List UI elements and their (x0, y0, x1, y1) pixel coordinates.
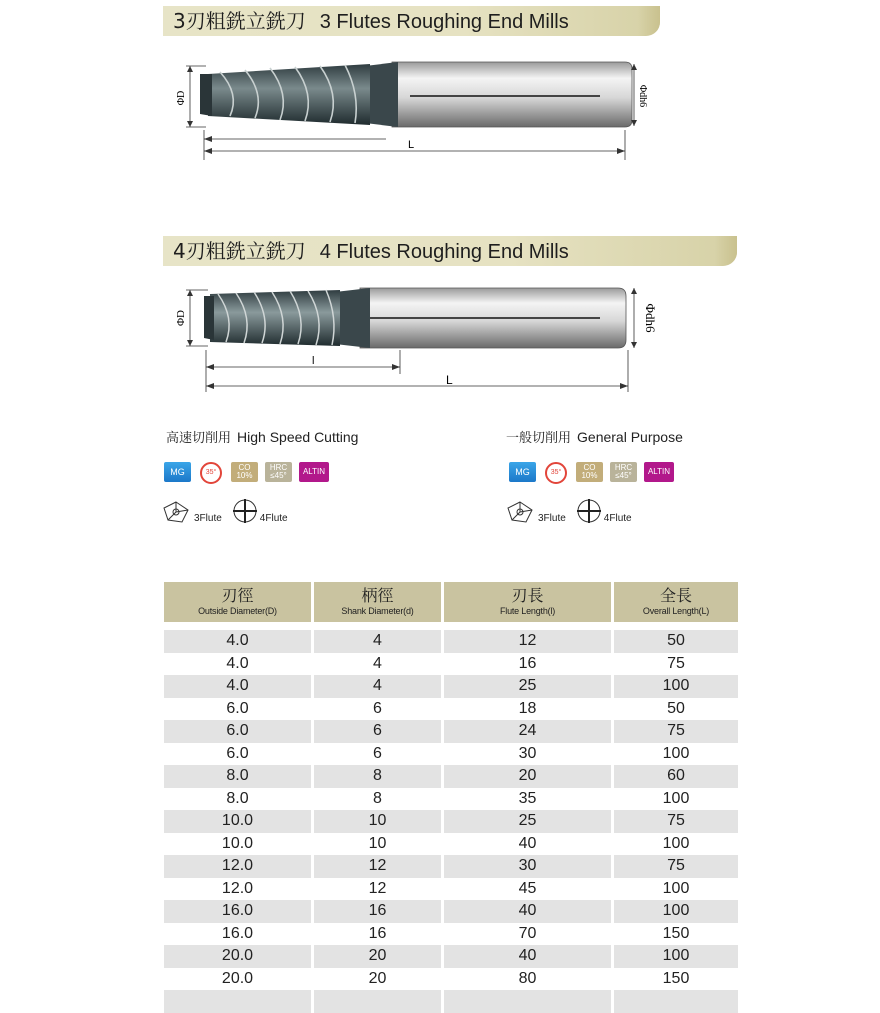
table-header-row (164, 582, 738, 622)
table-row (164, 833, 738, 856)
three-flute-label: 3Flute (194, 513, 222, 524)
table-row (164, 743, 738, 766)
table-cell: 12.0 (164, 855, 314, 878)
cobalt-icon: CO 10% (231, 462, 258, 482)
section-title-cn: 4刃粗銑立銑刀 (173, 239, 306, 263)
three-flute-label: 3Flute (538, 513, 566, 524)
table-cell: 150 (614, 923, 738, 946)
table-row (164, 855, 738, 878)
table-cell: 16.0 (164, 923, 314, 946)
table-cell: 16 (314, 900, 444, 923)
table-cell: 25 (444, 810, 614, 833)
dim-overall-length-label: L (408, 139, 415, 151)
table-cell: 8.0 (164, 765, 314, 788)
usage-label-high-speed (166, 427, 358, 446)
table-cell: 16 (314, 923, 444, 946)
table-row (164, 968, 738, 991)
table-cell: 4.0 (164, 675, 314, 698)
table-row (164, 765, 738, 788)
table-cell: 150 (614, 968, 738, 991)
table-cell: 20 (444, 765, 614, 788)
header-flute-length: 刃長 Flute Length(l) (444, 582, 614, 622)
table-cell: 40 (444, 945, 614, 968)
table-cell: 12.0 (164, 878, 314, 901)
table-cell: 30 (444, 743, 614, 766)
helix-angle-icon: 35° (545, 462, 567, 484)
table-row (164, 675, 738, 698)
section-title-cn: 3刃粗銑立銑刀 (173, 9, 306, 33)
table-cell: 40 (444, 833, 614, 856)
usage-label-en: General Purpose (577, 429, 683, 445)
table-row (164, 698, 738, 721)
table-cell: 8 (314, 765, 444, 788)
mg-icon: MG (164, 462, 191, 482)
section-title-en: 4 Flutes Roughing End Mills (319, 241, 569, 263)
table-row (164, 945, 738, 968)
three-flute-icon (160, 498, 192, 524)
dim-d-label: ΦD (175, 310, 187, 326)
material-icons-high-speed (164, 462, 329, 484)
header-outside-diameter: 刃徑 Outside Diameter(D) (164, 582, 314, 622)
table-cell: 6.0 (164, 743, 314, 766)
header-shank-diameter: 柄徑 Shank Diameter(d) (314, 582, 444, 622)
header-overall-length: 全長 Overall Length(L) (614, 582, 738, 622)
hrc-icon: HRC ≤45° (265, 462, 292, 482)
table-cell: 10 (314, 833, 444, 856)
section-title-4-flutes (163, 236, 737, 266)
table-cell: 18 (444, 698, 614, 721)
four-flute-icon (576, 498, 602, 524)
table-cell: 6.0 (164, 698, 314, 721)
material-icons-general-purpose (509, 462, 674, 484)
table-cell: 30 (444, 855, 614, 878)
table-cell: 12 (444, 630, 614, 653)
table-cell: 4 (314, 653, 444, 676)
table-cell: 10 (314, 810, 444, 833)
table-cell: 20 (314, 968, 444, 991)
table-cell (614, 990, 738, 1013)
dim-dh6-label: Φdh6 (643, 303, 658, 333)
dim-overall-length-label: L (446, 373, 453, 387)
table-cell: 100 (614, 945, 738, 968)
table-cell: 100 (614, 788, 738, 811)
usage-label-en: High Speed Cutting (237, 429, 359, 445)
table-cell: 75 (614, 720, 738, 743)
dim-d-label: ΦD (176, 90, 187, 106)
table-cell (164, 990, 314, 1013)
table-cell: 100 (614, 743, 738, 766)
dim-flute-length-label: l (312, 355, 315, 367)
table-cell: 35 (444, 788, 614, 811)
table-row-partial (164, 990, 738, 1013)
dim-dh6-label: Φdh6 (637, 84, 648, 108)
table-row (164, 923, 738, 946)
table-cell: 20.0 (164, 968, 314, 991)
table-cell: 100 (614, 833, 738, 856)
section-title-3-flutes (163, 6, 660, 36)
table-cell: 6.0 (164, 720, 314, 743)
cobalt-icon: CO 10% (576, 462, 603, 482)
table-cell: 4 (314, 675, 444, 698)
hrc-icon: HRC ≤45° (610, 462, 637, 482)
usage-label-cn: 高速切削用 (166, 431, 232, 446)
four-flute-icon (232, 498, 258, 524)
usage-label-cn: 一般切削用 (506, 431, 572, 446)
table-row (164, 878, 738, 901)
end-mill-4-flute-drawing (160, 278, 680, 394)
table-cell: 6 (314, 743, 444, 766)
table-cell: 70 (444, 923, 614, 946)
table-cell: 16.0 (164, 900, 314, 923)
flute-types-high-speed (160, 498, 288, 524)
altin-coating-icon: ALTIN (299, 462, 329, 482)
four-flute-label: 4Flute (603, 513, 632, 524)
table-cell: 24 (444, 720, 614, 743)
table-cell: 12 (314, 855, 444, 878)
table-cell: 8.0 (164, 788, 314, 811)
table-cell: 50 (614, 630, 738, 653)
spec-table (164, 582, 738, 1013)
table-cell: 20.0 (164, 945, 314, 968)
table-cell: 75 (614, 855, 738, 878)
table-row (164, 630, 738, 653)
table-cell: 10.0 (164, 833, 314, 856)
table-cell: 20 (314, 945, 444, 968)
table-cell: 45 (444, 878, 614, 901)
section-title-en: 3 Flutes Roughing End Mills (319, 11, 569, 33)
table-cell: 80 (444, 968, 614, 991)
table-cell: 75 (614, 810, 738, 833)
four-flute-label: 4Flute (259, 513, 288, 524)
table-cell: 4.0 (164, 630, 314, 653)
table-cell: 50 (614, 698, 738, 721)
table-cell: 100 (614, 878, 738, 901)
table-cell (314, 990, 444, 1013)
helix-angle-icon: 35° (200, 462, 222, 484)
table-cell: 6 (314, 720, 444, 743)
flute-types-general-purpose (504, 498, 632, 524)
table-cell: 6 (314, 698, 444, 721)
table-cell: 8 (314, 788, 444, 811)
table-row (164, 653, 738, 676)
table-cell (444, 990, 614, 1013)
table-cell: 16 (444, 653, 614, 676)
table-cell: 75 (614, 653, 738, 676)
altin-coating-icon: ALTIN (644, 462, 674, 482)
table-row (164, 810, 738, 833)
table-cell: 4 (314, 630, 444, 653)
three-flute-icon (504, 498, 536, 524)
table-cell: 100 (614, 900, 738, 923)
table-row (164, 720, 738, 743)
table-cell: 4.0 (164, 653, 314, 676)
table-cell: 100 (614, 675, 738, 698)
table-cell: 25 (444, 675, 614, 698)
table-row (164, 900, 738, 923)
table-cell: 12 (314, 878, 444, 901)
end-mill-3-flute-drawing (160, 52, 648, 162)
mg-icon: MG (509, 462, 536, 482)
usage-label-general-purpose (506, 427, 683, 446)
table-row (164, 788, 738, 811)
table-cell: 60 (614, 765, 738, 788)
table-cell: 40 (444, 900, 614, 923)
table-cell: 10.0 (164, 810, 314, 833)
